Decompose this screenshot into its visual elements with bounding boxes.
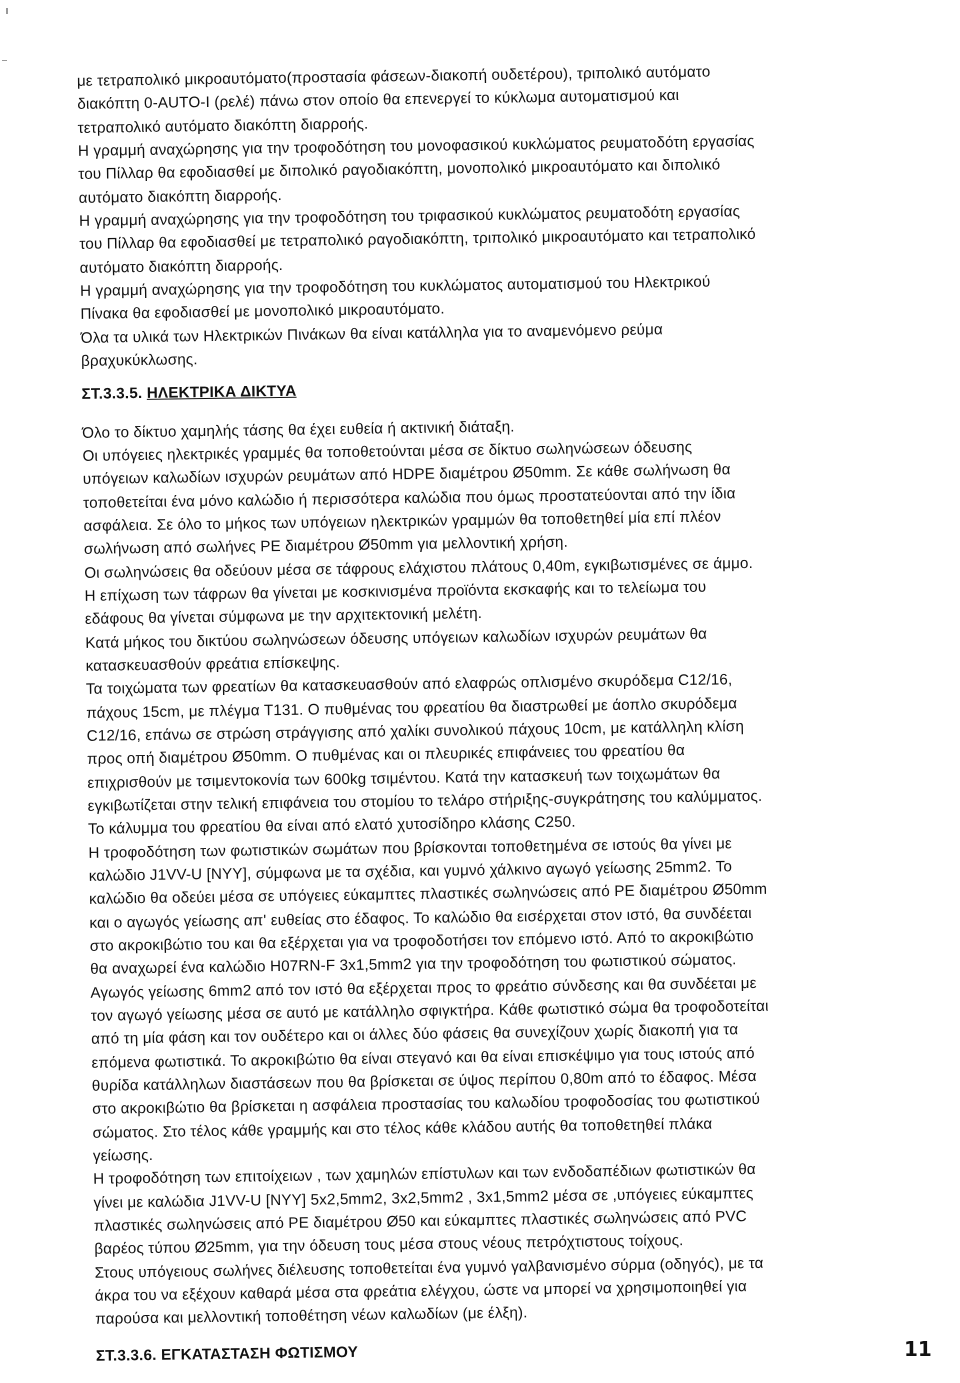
text-line: άκρα του να εξέχουν καθαρά μέσα στα φρεάτια ελέγχου, ώστε να μπορεί να χρησιμοποιηθεί για xyxy=(94,1278,747,1305)
section-title: ΗΛΕΚΤΡΙΚΑ ΔΙΚΤΥΑ xyxy=(146,382,297,402)
text-line: του Πίλλαρ θα εφοδιασθεί με διπολικό ραγοδιακόπτη, μονοπολικό μικροαυτόματο και διπολικό xyxy=(78,156,721,183)
text-line: βαρέος τύπου Ø25mm, για την όδευση τους μέσα στους νέους πετρόχτιστους τοίχους. xyxy=(94,1232,684,1258)
text-line: γίνει με καλώδια J1VV-U [NYY] 5x2,5mm2, 3x2,5mm2 , 3x1,5mm2 μέσα σε ,υπόγειες εύκαμπτες xyxy=(93,1185,754,1212)
text-line: πλαστικές σωληνώσεις από PE διαμέτρου Ø50 και εύκαμπτες πλαστικές σωληνώσεις από PVC xyxy=(93,1208,747,1235)
text-line: τον αγωγό γείωσης μέσα σε αυτό με κατάλληλο σφιγκτήρα. Κάθε φωτιστικό σώμα θα τροφοδοτείται xyxy=(90,997,769,1025)
text-line: Το κάλυμμα του φρεατίου θα είναι από ελατό χυτοσίδηρο κλάσης C250. xyxy=(87,813,576,838)
text-line: Η τροφοδότηση των επιτοίχειων , των χαμηλών επίστυλων και των ενδοδαπέδιων φωτιστικών θα xyxy=(93,1160,756,1188)
text-line: καλώδιο θα οδεύει μέσα σε υπόγειες εύκαμπτες πλαστικές σωληνώσεις από PE διαμέτρου Ø50mm xyxy=(88,880,768,908)
text-line: Η γραμμή αναχώρησης για την τροφοδότηση του μονοφασικού κυκλώματος ρευματοδότη εργασίας xyxy=(77,132,755,160)
text-line: Τα τοιχώματα των φρεατίων θα κατασκευασθούν από ελαφρώς οπλισμένο σκυρόδεμα C12/16, xyxy=(85,671,733,698)
text-line: Οι σωληνώσεις θα οδεύουν μέσα σε τάφρους ελάχιστου πλάτους 0,40m, εγκιβωτισμένες σε άμμο. xyxy=(84,554,754,582)
paragraph-block-1 xyxy=(0,0,950,370)
text-line: καλώδιο J1VV-U [NYY], σύμφωνα με τα σχέδια, και γυμνό χάλκινο αγωγό γείωσης 25mm2. Το xyxy=(88,858,733,885)
text-line: Όλο το δίκτυο χαμηλής τάσης θα έχει ευθεία ή ακτινική διάταξη. xyxy=(82,418,515,442)
text-line: από τη μία φάση και τον ουδέτερο και οι άλλες δύο φάσεις θα συνεχίζουν χωρίς διακοπή για τα xyxy=(91,1021,739,1048)
text-line: ασφάλεια. Σε όλο το μήκος των υπόγειων ηλεκτρικών γραμμών θα τοποθετηθεί μία επί πλέον xyxy=(83,508,722,535)
text-line: σωλήνωση από σωλήνες PE διαμέτρου Ø50mm για μελλοντική χρήση. xyxy=(83,533,569,558)
text-line: Όλα τα υλικά των Ηλεκτρικών Πινάκων θα είναι κατάλληλα για το αναμενόμενο ρεύμα xyxy=(80,321,664,347)
text-line: σώματος. Στο τέλος κάθε γραμμής και στο τέλος κάθε κλάδου αυτής θα τοποθετηθεί πλάκα xyxy=(92,1115,713,1142)
section-title: ΕΓΚΑΤΑΣΤΑΣΗ ΦΩΤΙΣΜΟΥ xyxy=(160,1343,359,1364)
text-line: και ο αγωγός γείωσης απ' ευθείας στο έδαφος. Το καλώδιο θα εισέρχεται στον ιστό, θα συνδέεται xyxy=(89,904,752,932)
text-line: αυτόματο διακόπτη διαρροής. xyxy=(79,256,284,277)
text-line: πάχους 15cm, με πλέγμα Τ131. Ο πυθμένας του φρεατίου θα διαστρωθεί με άοπλο σκυρόδεμα xyxy=(86,695,738,722)
text-line: Οι υπόγειες ηλεκτρικές γραμμές θα τοποθετούνται μέσα σε δίκτυο σωληνώσεων όδευσης xyxy=(82,438,693,465)
text-line: προς οπή διαμέτρου Ø50mm. Ο πυθμένας και οι πλευρικές επιφάνειες του φρεατίου θα xyxy=(86,741,685,768)
text-line: Κατά μήκος του δικτύου σωληνώσεων όδευσης υπόγειων καλωδίων ισχυρών ρευμάτων θα xyxy=(85,625,708,652)
text-line: Πίνακα θα εφοδιασθεί με μονοπολικό μικροαυτόματο. xyxy=(80,300,445,323)
text-line: τοποθετείται ένα μόνο καλώδιο ή περισσότερα καλώδια που όμως προστατεύονται από την ίδια xyxy=(83,485,736,512)
text-line: παρούσα και μελλοντική τοποθέτηση νέων καλωδίων (με έλξη). xyxy=(95,1304,528,1328)
text-line: επόμενα φωτιστικά. Το ακροκιβώτιο θα είναι στεγανό και θα είναι επισκέψιμο για τους ιστούς από xyxy=(91,1044,755,1072)
text-line: Η γραμμή αναχώρησης για την τροφοδότηση του τριφασικού κυκλώματος ρευματοδότη εργασίας xyxy=(78,203,741,230)
section-heading xyxy=(96,1344,358,1365)
page-number: 11 xyxy=(904,1337,932,1361)
text-line: Η γραμμή αναχώρησης για την τροφοδότηση του κυκλώματος αυτοματισμού του Ηλεκτρικού xyxy=(79,273,711,300)
text-line: C12/16, επάνω σε στρώση στράγγισης από χαλίκι συνολικού πάχους 10cm, με κατάλληλη κλίση xyxy=(86,718,745,745)
scan-artifact xyxy=(2,60,7,61)
text-line: κατασκευασθούν φρεάτια επίσκεψης. xyxy=(85,654,341,675)
text-line: επιχρισθούν με τσιμεντοκονία των 600kg τσιμέντου. Κατά την κατασκευή των τοιχωμάτων θα xyxy=(87,765,721,792)
text-line: Στους υπόγειους σωλήνες διέλευσης τοποθετείται ένα γυμνό γαλβανισμένο σύρμα (οδηγός), με τα xyxy=(94,1254,764,1282)
text-line: θα αναχωρεί ένα καλώδιο H07RN-F 3x1,5mm2 για την τροφοδότηση του φωτιστικού σώματος. xyxy=(90,951,737,978)
text-line: υπόγειων καλωδίων ισχυρών ρευμάτων από HDPE διαμέτρου Ø50mm. Σε κάθε σωλήνωση θα xyxy=(82,461,731,488)
text-line: βραχυκύκλωσης. xyxy=(80,351,198,370)
text-line: εδάφους θα γίνεται σύμφωνα με την αρχιτεκτονική μελέτη. xyxy=(84,604,483,628)
text-line: αυτόματο διακόπτη διαρροής. xyxy=(78,186,283,207)
text-line: Αγωγός γείωσης 6mm2 από τον ιστό θα εξέρχεται προς το φρεάτιο σύνδεσης και θα συνδέεται με xyxy=(90,974,757,1002)
text-line: θυρίδα κατάλληλων διαστάσεων που θα βρίσκεται σε ύψος περίπου 0,80m από το έδαφος. Μέσα xyxy=(91,1067,757,1095)
text-line: με τετραπολικό μικροαυτόματο(προστασία φάσεων-διακοπή ουδετέρου), τριπολικό αυτόματο xyxy=(76,63,711,90)
text-line: του Πίλλαρ θα εφοδιασθεί με τετραπολικό ραγοδιακόπτη, τριπολικό μικροαυτόματο και τετραπολικό xyxy=(79,225,756,253)
section-number: ΣΤ.3.3.6. xyxy=(95,1346,162,1365)
text-line: τετραπολικό αυτόματο διακόπτη διαρροής. xyxy=(77,115,369,137)
text-line: στο ακροκιβώτιο του και θα εξέρχεται για να τροφοδοτήσει τον επόμενο ιστό. Από το ακροκιβώτιο xyxy=(89,927,754,955)
text-line: στο ακροκιβώτιο θα βρίσκεται η ασφάλεια προστασίας του καλωδίου τροφοδοσίας του φωτιστικού xyxy=(92,1090,761,1118)
text-line: Η τροφοδότηση των φωτιστικών σωμάτων που βρίσκονται τοποθετημένα σε ιστούς θα γίνει με xyxy=(88,835,733,862)
text-line: διακόπτη 0-AUTO-I (ρελέ) πάνω στον οποίο θα επενεργεί το κύκλωμα αυτοματισμού και xyxy=(77,86,680,113)
section-number: ΣΤ.3.3.5. xyxy=(81,384,147,403)
text-line: γείωσης. xyxy=(92,1146,154,1165)
text-line: εγκιβωτίζεται στην τελική επιφάνεια του στομίου το τελάρο στήριξης-συγκράτησης του καλύμματος. xyxy=(87,787,763,815)
section-heading xyxy=(81,383,296,403)
text-line: Η επίχωση των τάφρων θα γίνεται με κοσκινισμένα προϊόντα εκσκαφής και το τελείωμα του xyxy=(84,578,707,605)
scan-artifact xyxy=(6,8,8,14)
